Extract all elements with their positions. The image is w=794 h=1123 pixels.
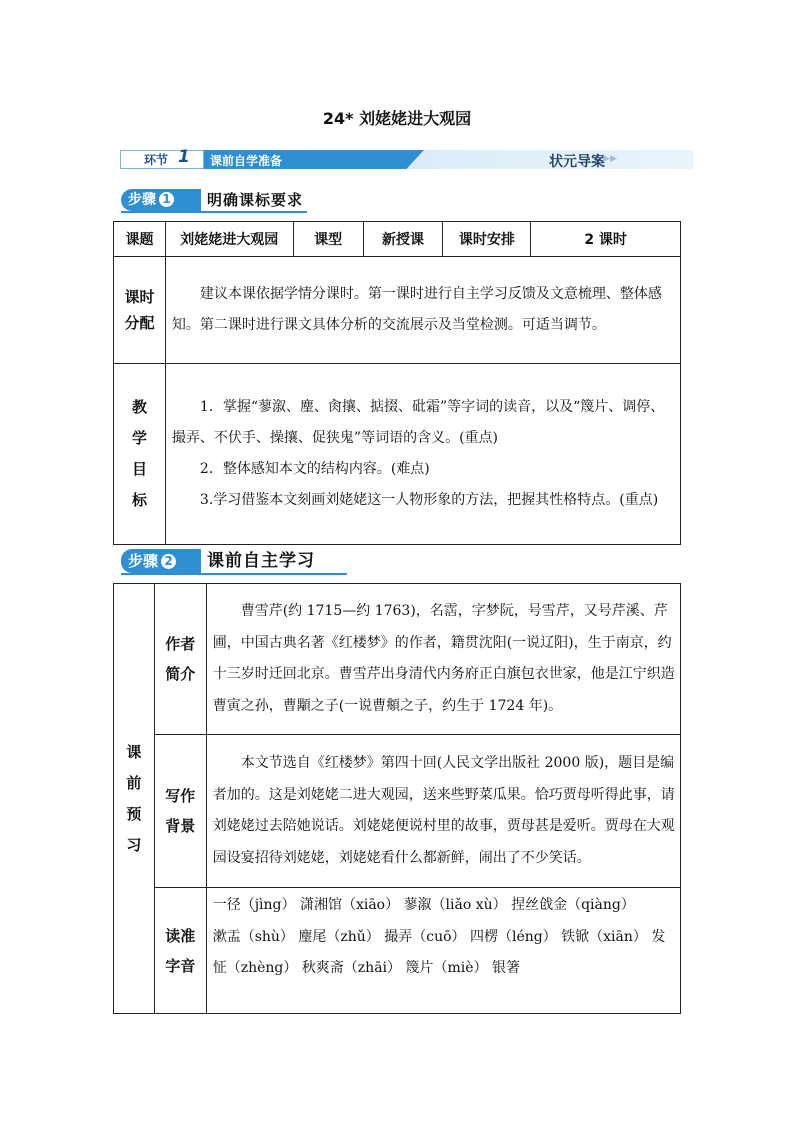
- author-label: 作者 简介: [154, 584, 206, 735]
- lesson-type-label: 课型: [293, 222, 363, 257]
- preview-table: [113, 583, 681, 1014]
- step2-underline: [121, 573, 347, 575]
- background-label: 写作 背景: [154, 735, 206, 888]
- step2-label: 课前自主学习: [207, 551, 315, 571]
- background-row: [114, 735, 681, 888]
- hours-value: 2 课时: [531, 222, 681, 257]
- step2-heading: [121, 549, 347, 573]
- hours-label: 课时安排: [443, 222, 531, 257]
- schedule-text: 建议本课依据学情分课时。第一课时进行自主学习反馈及文意梳理、整体感知。第二课时进行课文具体分析的交流展示及当堂检测。可适当调节。: [165, 257, 680, 364]
- topic-label: 课题: [114, 222, 166, 257]
- section-label: 课前自学准备: [210, 154, 283, 168]
- pinyin-line: 漱盂（shù） 麈尾（zhǔ） 撮弄（cuō） 四楞（léng） 铁锨（xiān） 发怔（zhèng） 秋爽斋（zhāi） 篾片（miè） 银箸: [212, 928, 666, 976]
- goals-label: 教 学 目 标: [114, 364, 166, 545]
- step1-label: 明确课标要求: [207, 191, 304, 209]
- topic-value: 刘姥姥进大观园: [165, 222, 293, 257]
- background-text: 本文节选自《红楼梦》第四十回(人民文学出版社 2000 版)，题目是编者加的。这是刘姥姥二进大观园，送来些野菜瓜果。恰巧贾母听得此事，请刘姥姥过去陪她说话。刘姥姥便说村里的故事，贾母甚是爱听。贾母在大观园设宴招待刘姥姥，刘姥姥看什么都新鲜，闹出了不少笑话。: [206, 735, 680, 888]
- step1-heading: [121, 189, 307, 211]
- goal-item: 2．整体感知本文的结构内容。(难点): [199, 461, 430, 477]
- step2-number: 2: [161, 554, 176, 569]
- step2-tag: 步骤 2: [121, 549, 201, 573]
- table-header-row: [114, 222, 681, 257]
- author-row: [114, 584, 681, 735]
- schedule-row: [114, 257, 681, 364]
- pinyin-text: [206, 888, 680, 1014]
- goals-row: [114, 364, 681, 545]
- preview-label: 课 前 预 习: [114, 584, 155, 1014]
- section-bar: [120, 147, 693, 170]
- double-arrow-icon: ▶▶: [603, 154, 617, 164]
- pinyin-row: [114, 888, 681, 1014]
- author-text: 曹雪芹(约 1715—约 1763)，名霑，字梦阮，号雪芹，又号芹溪、芹圃，中国古典名著《红楼梦》的作者，籍贯沈阳(一说辽阳)，生于南京，约十三岁时迁回北京。曹雪芹出身清代内务府正白旗包衣世家，他是江宁织造曹寅之孙，曹顒之子(一说曹頫之子，约生于 1724 年)。: [206, 584, 680, 735]
- section-prefix: 环节: [144, 153, 169, 167]
- schedule-label: 课时 分配: [114, 257, 166, 364]
- page-title: 24* 刘姥姥进大观园: [322, 109, 472, 128]
- lesson-type-value: 新授课: [363, 222, 443, 257]
- pinyin-label: 读准 字音: [154, 888, 206, 1014]
- goal-item: 1．掌握“蓼溆、麈、肏攘、掂掇、砒霜”等字词的读音，以及“篾片、调停、撮弄、不伏手、操攘、促狭鬼”等词语的含义。(重点): [171, 399, 665, 446]
- lesson-info-table: [113, 221, 681, 545]
- goals-text: [165, 364, 680, 545]
- step1-tag: 步骤 1: [121, 189, 201, 211]
- step1-number: 1: [159, 192, 174, 207]
- step1-underline: [121, 211, 307, 213]
- section-number: 1: [178, 147, 190, 167]
- goal-item: 3.学习借鉴本文刻画刘姥姥这一人物形象的方法，把握其性格特点。(重点): [199, 492, 659, 508]
- brand-label: 状元导案: [549, 154, 605, 170]
- pinyin-line: 一径（jìng） 潇湘馆（xiāo） 蓼溆（liǎo xù） 捏丝戗金（qiàng）: [212, 897, 635, 913]
